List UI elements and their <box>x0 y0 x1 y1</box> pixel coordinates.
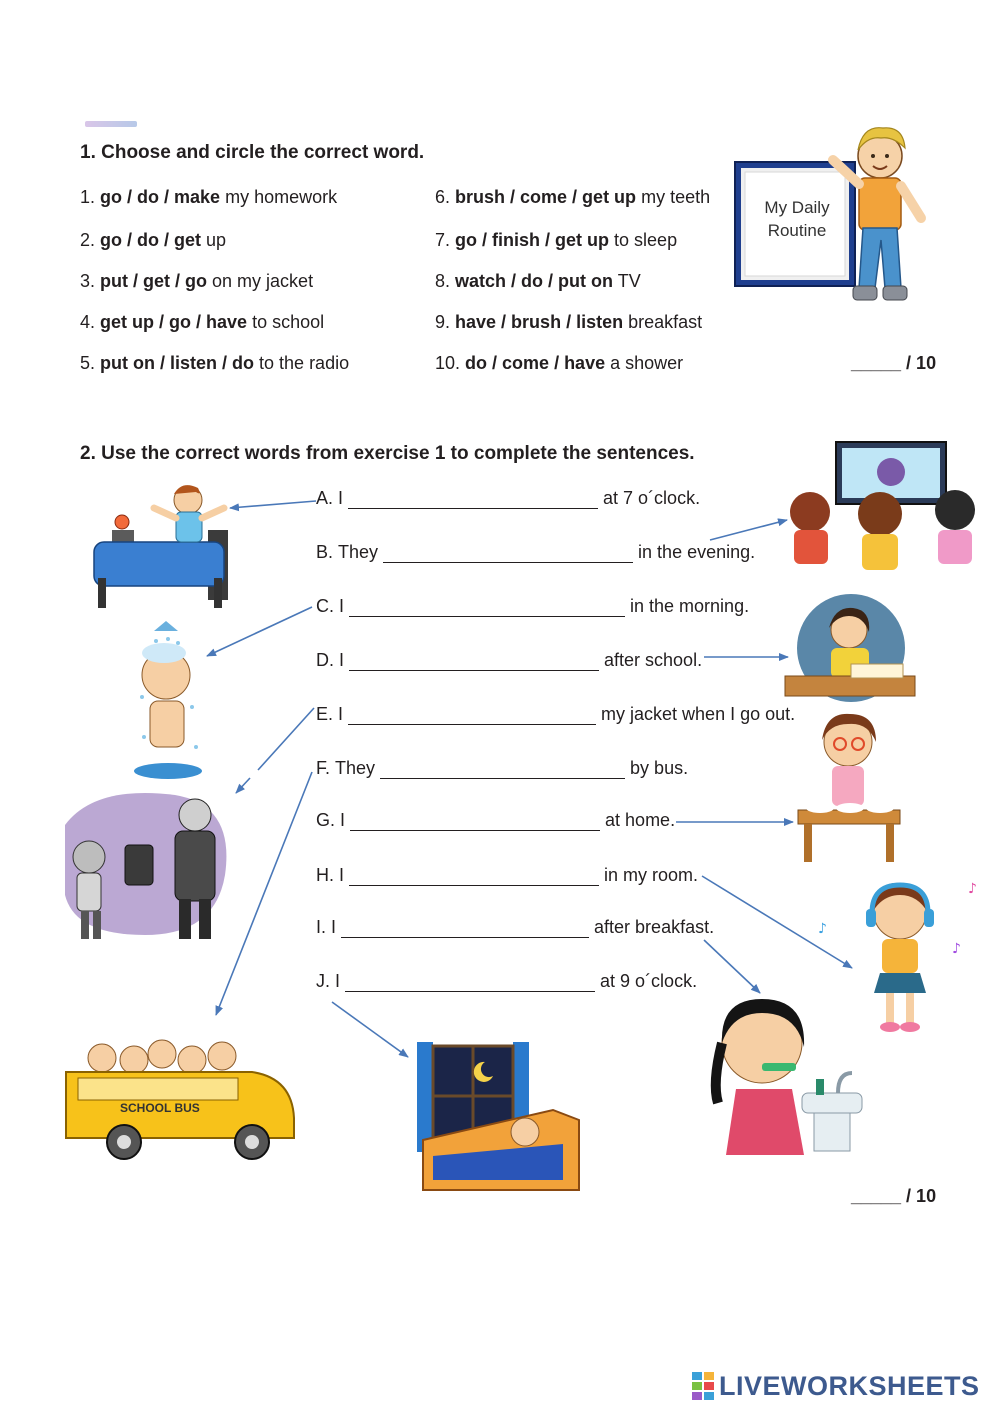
sentence-rest: in the morning. <box>630 596 750 616</box>
item-rest: TV <box>617 271 641 291</box>
item-number: 8. <box>435 271 451 291</box>
item-number: 1. <box>80 187 96 207</box>
item-options[interactable]: go / finish / get up <box>455 230 610 250</box>
exercise2-score[interactable]: _____ / 10 <box>851 1186 937 1206</box>
item-rest: breakfast <box>628 312 703 332</box>
arrow <box>332 1002 408 1057</box>
logo-text: LIVEWORKSHEETS <box>719 1370 980 1401</box>
item-rest: a shower <box>610 353 684 373</box>
svg-text:♪: ♪ <box>968 881 977 897</box>
arrow <box>704 940 760 993</box>
sentence-subject: They <box>335 758 376 778</box>
item-options[interactable]: go / do / make <box>100 187 221 207</box>
svg-text:♪: ♪ <box>818 921 827 937</box>
sentence-letter: G. <box>316 810 336 830</box>
sleep-illustration <box>413 1040 583 1205</box>
sentence-letter: E. <box>316 704 334 724</box>
sentence-subject: I <box>340 810 346 830</box>
sentence-subject: I <box>339 650 345 670</box>
sentence-letter: B. <box>316 542 334 562</box>
item-number: 2. <box>80 230 96 250</box>
sentence-letter: H. <box>316 865 334 885</box>
board-line-2: Routine <box>767 221 827 240</box>
item-number: 4. <box>80 312 96 332</box>
sentence-letter: A. <box>316 488 334 508</box>
school-bus-illustration <box>62 1038 300 1163</box>
item-number: 5. <box>80 353 96 373</box>
sentence-subject: I <box>338 704 344 724</box>
sentence-letter: D. <box>316 650 334 670</box>
item-options[interactable]: put / get / go <box>100 271 208 291</box>
board-line-1: My Daily <box>764 198 830 217</box>
item-number: 6. <box>435 187 451 207</box>
item-options[interactable]: go / do / get <box>100 230 202 250</box>
sentence-rest: after breakfast. <box>594 917 715 937</box>
sentence-subject: I <box>339 596 345 616</box>
sentence-letter: I. <box>316 917 327 937</box>
sentence-letter: F. <box>316 758 331 778</box>
item-number: 7. <box>435 230 451 250</box>
sentence-subject: I <box>335 971 341 991</box>
arrow <box>258 708 314 770</box>
arrow <box>710 520 787 540</box>
sentence-rest: at home. <box>605 810 676 830</box>
sentence-rest: my jacket when I go out. <box>601 704 796 724</box>
sentence-subject: I <box>339 865 345 885</box>
item-options[interactable]: get up / go / have <box>100 312 248 332</box>
sentence-letter: C. <box>316 596 334 616</box>
homework-illustration <box>783 592 918 702</box>
sentence-subject: They <box>338 542 379 562</box>
arrow <box>207 607 312 656</box>
exercise2-heading: 2. Use the correct words from exercise 1 to complete the sentences. <box>80 443 695 464</box>
item-rest: my teeth <box>641 187 711 207</box>
item-rest: to school <box>252 312 325 332</box>
sentence-rest: in my room. <box>604 865 699 885</box>
exercise1-heading: 1. Choose and circle the correct word. <box>80 142 425 163</box>
item-options[interactable]: put on / listen / do <box>100 353 255 373</box>
sentence-rest: by bus. <box>630 758 689 778</box>
sentence-subject: I <box>331 917 337 937</box>
item-number: 10. <box>435 353 461 373</box>
item-rest: up <box>206 230 227 250</box>
sentence-subject: I <box>338 488 344 508</box>
watch-tv-illustration <box>788 440 983 580</box>
logo-mark-icon <box>692 1370 716 1402</box>
sentence-letter: J. <box>316 971 331 991</box>
sentence-rest: at 9 o´clock. <box>600 971 698 991</box>
item-rest: to the radio <box>259 353 350 373</box>
item-number: 9. <box>435 312 451 332</box>
item-rest: my homework <box>225 187 338 207</box>
liveworksheets-logo <box>692 1370 980 1402</box>
item-rest: to sleep <box>614 230 678 250</box>
wake-up-illustration <box>90 478 235 613</box>
item-number: 3. <box>80 271 96 291</box>
brush-teeth-illustration <box>706 993 868 1158</box>
jacket-illustration <box>55 785 240 950</box>
bus-label: SCHOOL BUS <box>120 1101 200 1115</box>
exercise1-score[interactable]: _____ / 10 <box>851 353 937 373</box>
svg-text:♪: ♪ <box>952 941 961 957</box>
item-rest: on my jacket <box>212 271 314 291</box>
item-options[interactable]: watch / do / put on <box>455 271 614 291</box>
item-options[interactable]: do / come / have <box>465 353 606 373</box>
sentence-rest: in the evening. <box>638 542 756 562</box>
item-options[interactable]: brush / come / get up <box>455 187 637 207</box>
sentence-rest: after school. <box>604 650 703 670</box>
sentence-rest: at 7 o´clock. <box>603 488 701 508</box>
item-options[interactable]: have / brush / listen <box>455 312 624 332</box>
shower-illustration <box>126 617 211 782</box>
arrow <box>230 501 316 508</box>
breakfast-illustration <box>796 706 904 866</box>
